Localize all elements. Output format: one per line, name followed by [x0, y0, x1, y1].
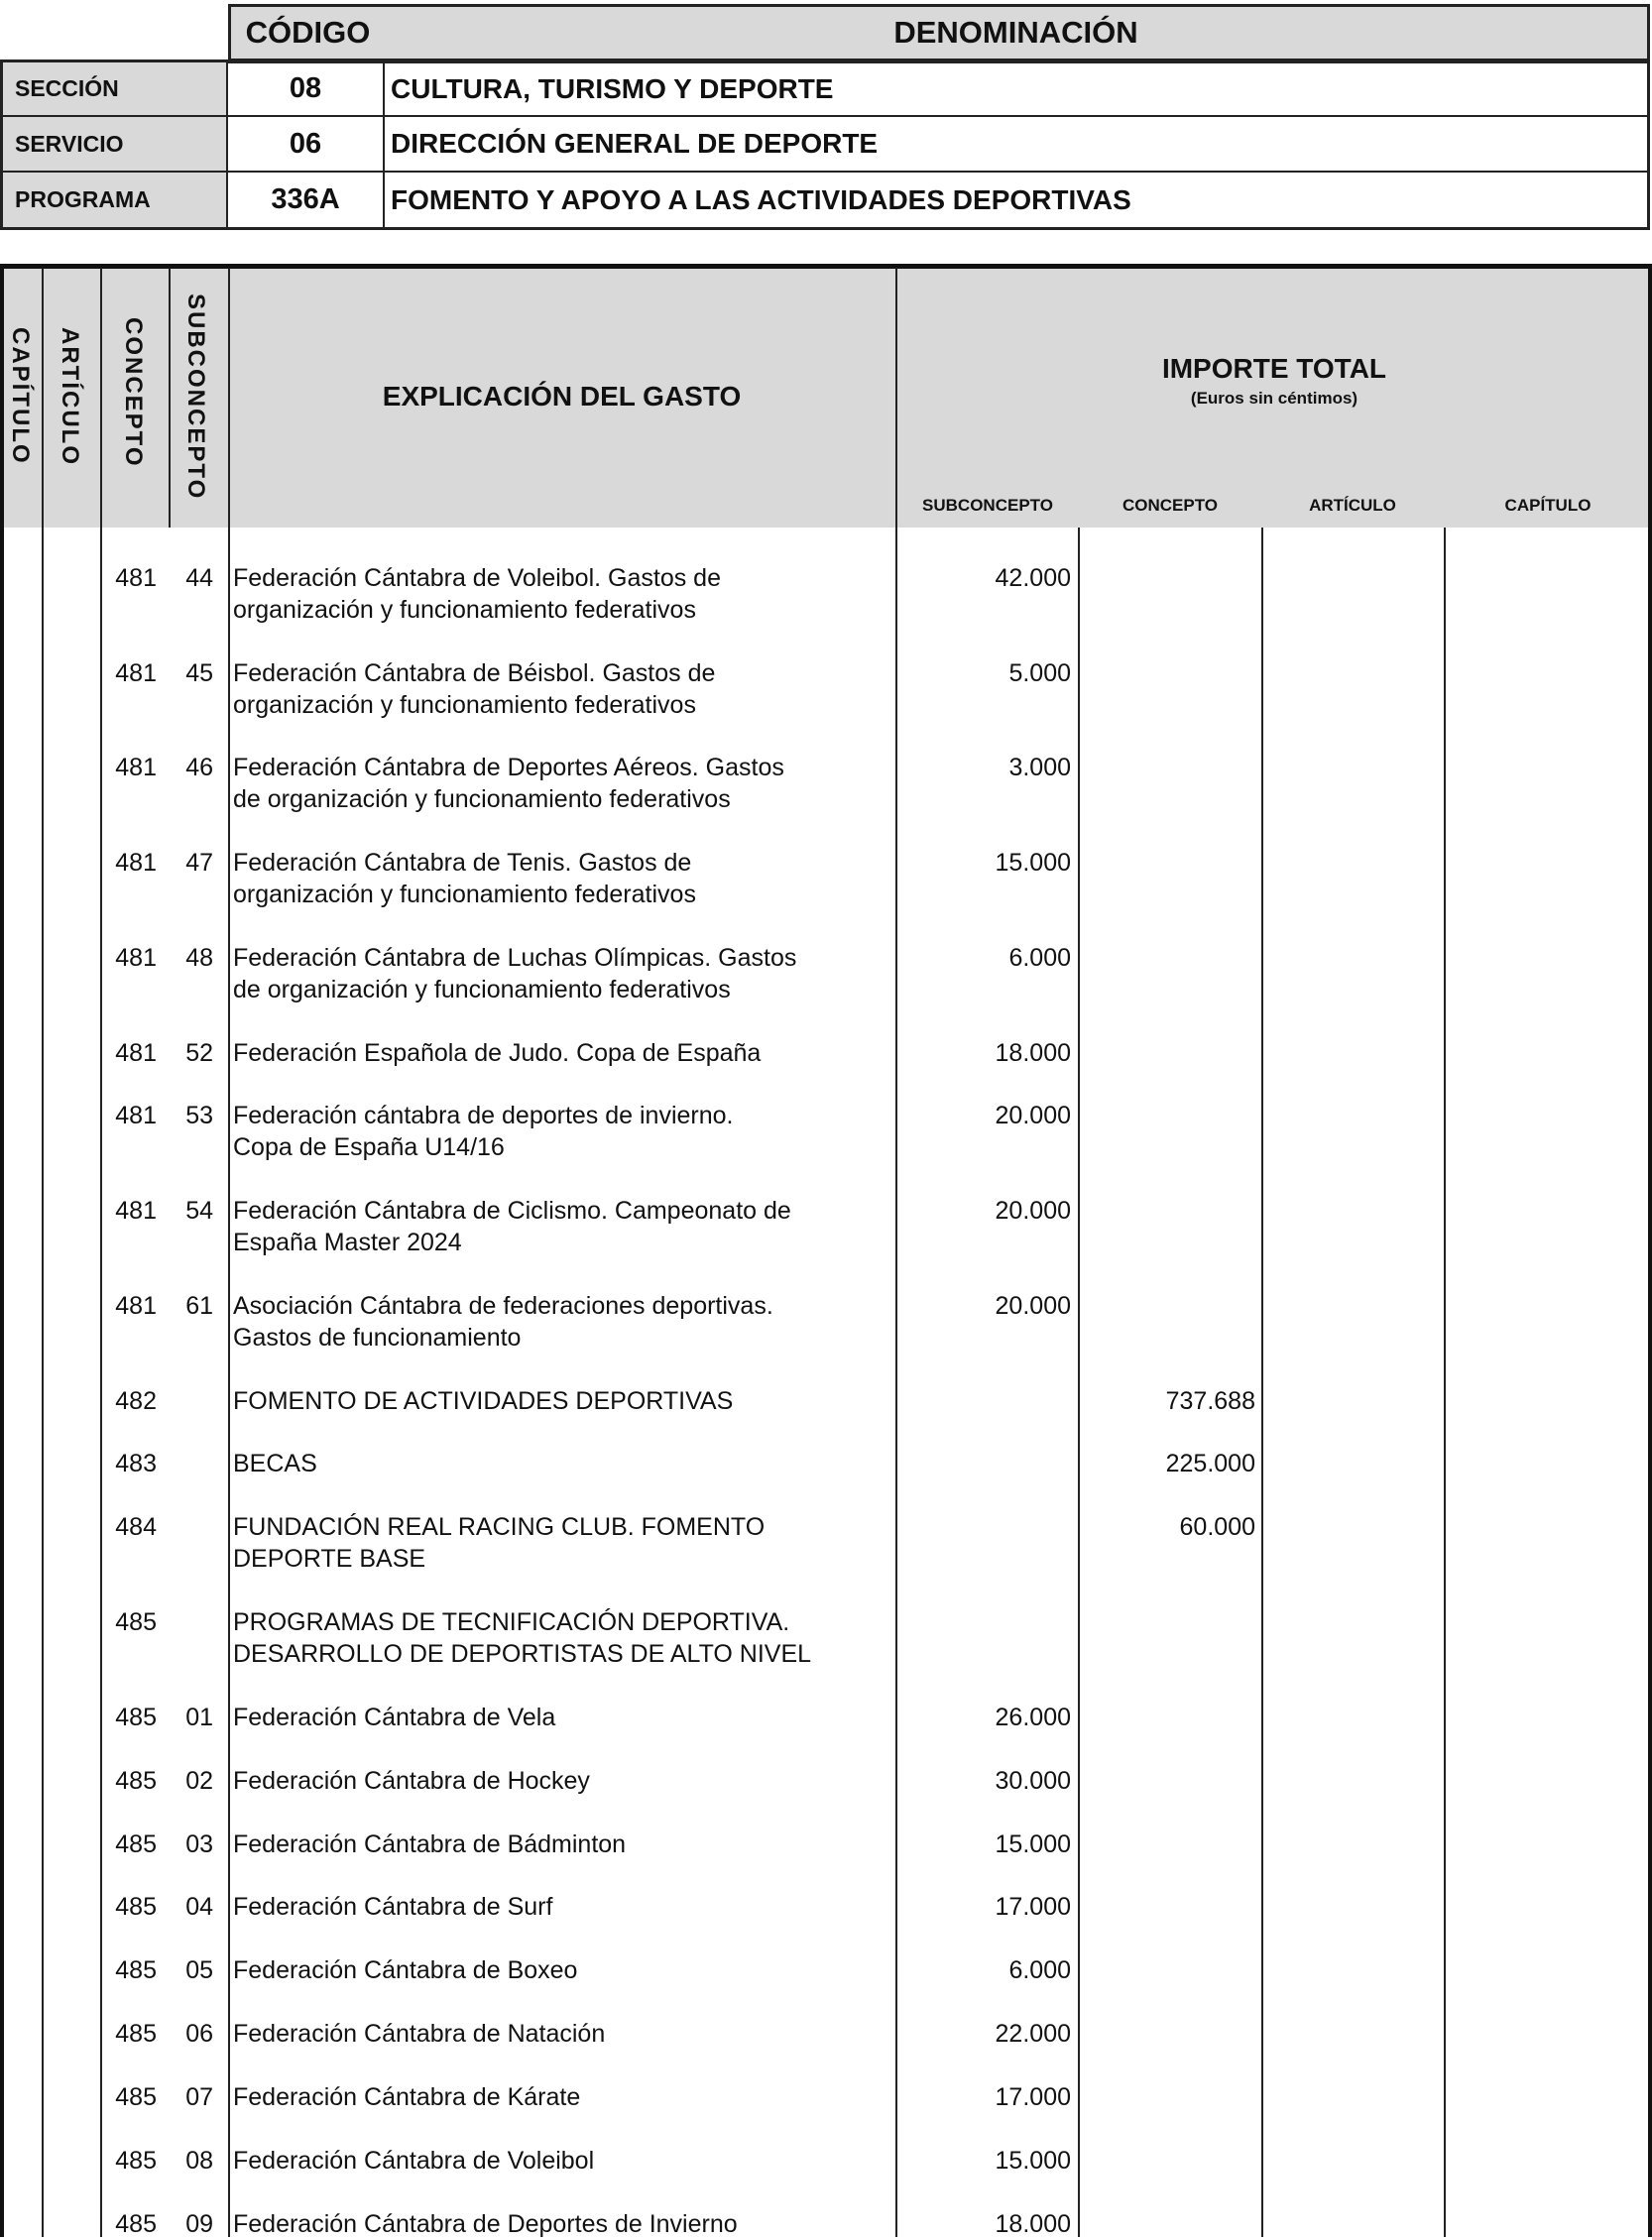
concepto-code: 484 — [115, 1513, 157, 1542]
expense-description: España Master 2024 — [233, 1229, 462, 1257]
expense-description: Federación Cántabra de Kárate — [233, 2083, 581, 2112]
subconcepto-amount: 15.000 — [995, 1829, 1071, 1858]
subconcepto-code: 01 — [185, 1703, 213, 1731]
expense-description: Copa de España U14/16 — [233, 1133, 505, 1162]
expense-description: Federación Cántabra de Vela — [233, 1703, 556, 1731]
concepto-code: 481 — [115, 1197, 157, 1226]
concepto-code: 485 — [115, 1956, 157, 1985]
subconcepto-amount: 20.000 — [995, 1102, 1071, 1130]
subconcepto-amount: 3.000 — [1008, 754, 1071, 782]
expense-description: Federación Cántabra de Ciclismo. Campeonato de — [233, 1197, 791, 1226]
concepto-code: 481 — [115, 658, 157, 687]
expense-description: organización y funcionamiento federativos — [233, 596, 696, 624]
expense-description: DESARROLLO DE DEPORTISTAS DE ALTO NIVEL — [233, 1640, 812, 1668]
subconcepto-amount: 6.000 — [1008, 1956, 1071, 1985]
subconcepto-code: 02 — [185, 1766, 213, 1795]
subconcepto-code: 03 — [185, 1829, 213, 1858]
expense-description: organización y funcionamiento federativos — [233, 881, 696, 909]
subconcepto-amount: 20.000 — [995, 1291, 1071, 1320]
expense-description: Federación cántabra de deportes de invierno. — [233, 1102, 734, 1130]
concepto-code: 481 — [115, 564, 157, 592]
concepto-code: 482 — [115, 1386, 157, 1415]
subconcepto-code: 07 — [185, 2083, 213, 2112]
subconcepto-code: 45 — [185, 658, 213, 687]
expense-description: DEPORTE BASE — [233, 1545, 426, 1574]
subconcepto-code: 53 — [185, 1102, 213, 1130]
concepto-code: 485 — [115, 1829, 157, 1858]
expense-description: Federación Española de Judo. Copa de España — [233, 1038, 762, 1067]
expense-description: Gastos de funcionamiento — [233, 1323, 522, 1352]
subconcepto-amount: 6.000 — [1008, 943, 1071, 972]
subconcepto-amount: 22.000 — [995, 2020, 1071, 2049]
servicio-code: 06 — [228, 117, 385, 173]
concepto-code: 481 — [115, 1038, 157, 1067]
concepto-header: CONCEPTO — [120, 317, 147, 468]
expense-description: Federación Cántabra de Deportes de Invierno — [233, 2209, 738, 2238]
expense-description: Federación Cántabra de Hockey — [233, 1766, 590, 1795]
expense-description: Federación Cántabra de Béisbol. Gastos de — [233, 658, 716, 687]
servicio-label: SERVICIO — [3, 117, 228, 173]
explicacion-header: EXPLICACIÓN DEL GASTO — [382, 381, 742, 412]
subconcepto-code: 47 — [185, 849, 213, 878]
subconcepto-amount: 18.000 — [995, 2209, 1071, 2238]
subconcepto-amount: 26.000 — [995, 1703, 1071, 1731]
subconcepto-code: 09 — [185, 2209, 213, 2238]
expense-description: Asociación Cántabra de federaciones deportivas. — [233, 1291, 773, 1320]
expense-description: de organización y funcionamiento federativos — [233, 975, 731, 1003]
expense-description: PROGRAMAS DE TECNIFICACIÓN DEPORTIVA. — [233, 1608, 790, 1636]
concepto-code: 485 — [115, 1766, 157, 1795]
concepto-amount: 225.000 — [1165, 1450, 1255, 1478]
importe-col-articulo: ARTÍCULO — [1309, 496, 1396, 515]
subconcepto-amount: 17.000 — [995, 1893, 1071, 1922]
concepto-amount: 60.000 — [1179, 1513, 1255, 1542]
expense-description: Federación Cántabra de Boxeo — [233, 1956, 578, 1985]
subconcepto-header: SUBCONCEPTO — [182, 294, 209, 501]
subconcepto-amount: 30.000 — [995, 1766, 1071, 1795]
importe-col-subconcepto: SUBCONCEPTO — [922, 496, 1053, 515]
expense-description: Federación Cántabra de Deportes Aéreos. Gastos — [233, 754, 784, 782]
subconcepto-amount: 15.000 — [995, 849, 1071, 878]
concepto-amount: 737.688 — [1165, 1386, 1255, 1415]
seccion-label: SECCIÓN — [3, 62, 228, 117]
concepto-code: 481 — [115, 943, 157, 972]
subconcepto-code: 05 — [185, 1956, 213, 1985]
concepto-code: 481 — [115, 1291, 157, 1320]
codigo-header: CÓDIGO — [228, 4, 387, 61]
expense-description: Federación Cántabra de Natación — [233, 2020, 606, 2049]
expense-description: Federación Cántabra de Tenis. Gastos de — [233, 849, 692, 878]
concepto-code: 485 — [115, 2209, 157, 2238]
expense-description: FOMENTO DE ACTIVIDADES DEPORTIVAS — [233, 1386, 734, 1415]
concepto-code: 481 — [115, 849, 157, 878]
expense-description: Federación Cántabra de Voleibol — [233, 2147, 595, 2175]
capitulo-header: CAPÍTULO — [7, 327, 34, 465]
servicio-name: DIRECCIÓN GENERAL DE DEPORTE — [385, 117, 1647, 173]
concepto-code: 481 — [115, 754, 157, 782]
concepto-code: 483 — [115, 1450, 157, 1478]
concepto-code: 481 — [115, 1102, 157, 1130]
subconcepto-code: 61 — [185, 1291, 213, 1320]
expense-description: Federación Cántabra de Surf — [233, 1893, 553, 1922]
expense-description: organización y funcionamiento federativos — [233, 690, 696, 719]
concepto-code: 485 — [115, 1893, 157, 1922]
subconcepto-code: 48 — [185, 943, 213, 972]
programa-name: FOMENTO Y APOYO A LAS ACTIVIDADES DEPORTIVAS — [391, 183, 1131, 215]
subconcepto-code: 08 — [185, 2147, 213, 2175]
subconcepto-amount: 15.000 — [995, 2147, 1071, 2175]
expense-description: de organización y funcionamiento federativos — [233, 785, 731, 814]
articulo-header: ARTÍCULO — [57, 327, 83, 466]
subconcepto-amount: 5.000 — [1008, 658, 1071, 687]
importe-col-capitulo: CAPÍTULO — [1504, 496, 1592, 515]
subconcepto-code: 54 — [185, 1197, 213, 1226]
subconcepto-amount: 42.000 — [995, 564, 1071, 592]
denominacion-header: DENOMINACIÓN — [385, 4, 1650, 61]
subconcepto-amount: 18.000 — [995, 1038, 1071, 1067]
concepto-code: 485 — [115, 2147, 157, 2175]
subconcepto-code: 44 — [185, 564, 213, 592]
concepto-code: 485 — [115, 1703, 157, 1731]
subconcepto-code: 04 — [185, 1893, 213, 1922]
programa-label: PROGRAMA — [3, 173, 228, 227]
subconcepto-code: 52 — [185, 1038, 213, 1067]
concepto-code: 485 — [115, 2083, 157, 2112]
expense-description: Federación Cántabra de Voleibol. Gastos de — [233, 564, 721, 592]
importe-title: IMPORTE TOTAL — [1161, 353, 1387, 384]
concepto-code: 485 — [115, 2020, 157, 2049]
seccion-name: CULTURA, TURISMO Y DEPORTE — [385, 62, 1647, 117]
expense-description: Federación Cántabra de Bádminton — [233, 1829, 627, 1858]
subconcepto-code: 46 — [185, 754, 213, 782]
expense-description: BECAS — [233, 1450, 317, 1478]
programa-code: 336A — [228, 173, 385, 227]
concepto-code: 485 — [115, 1608, 157, 1636]
subconcepto-amount: 20.000 — [995, 1197, 1071, 1226]
expense-description: FUNDACIÓN REAL RACING CLUB. FOMENTO — [233, 1513, 766, 1542]
seccion-code: 08 — [228, 62, 385, 117]
subconcepto-code: 06 — [185, 2020, 213, 2049]
subconcepto-amount: 17.000 — [995, 2083, 1071, 2112]
expense-description: Federación Cántabra de Luchas Olímpicas. Gastos — [233, 943, 797, 972]
importe-subtitle: (Euros sin céntimos) — [1190, 389, 1358, 408]
importe-col-concepto: CONCEPTO — [1121, 496, 1219, 515]
